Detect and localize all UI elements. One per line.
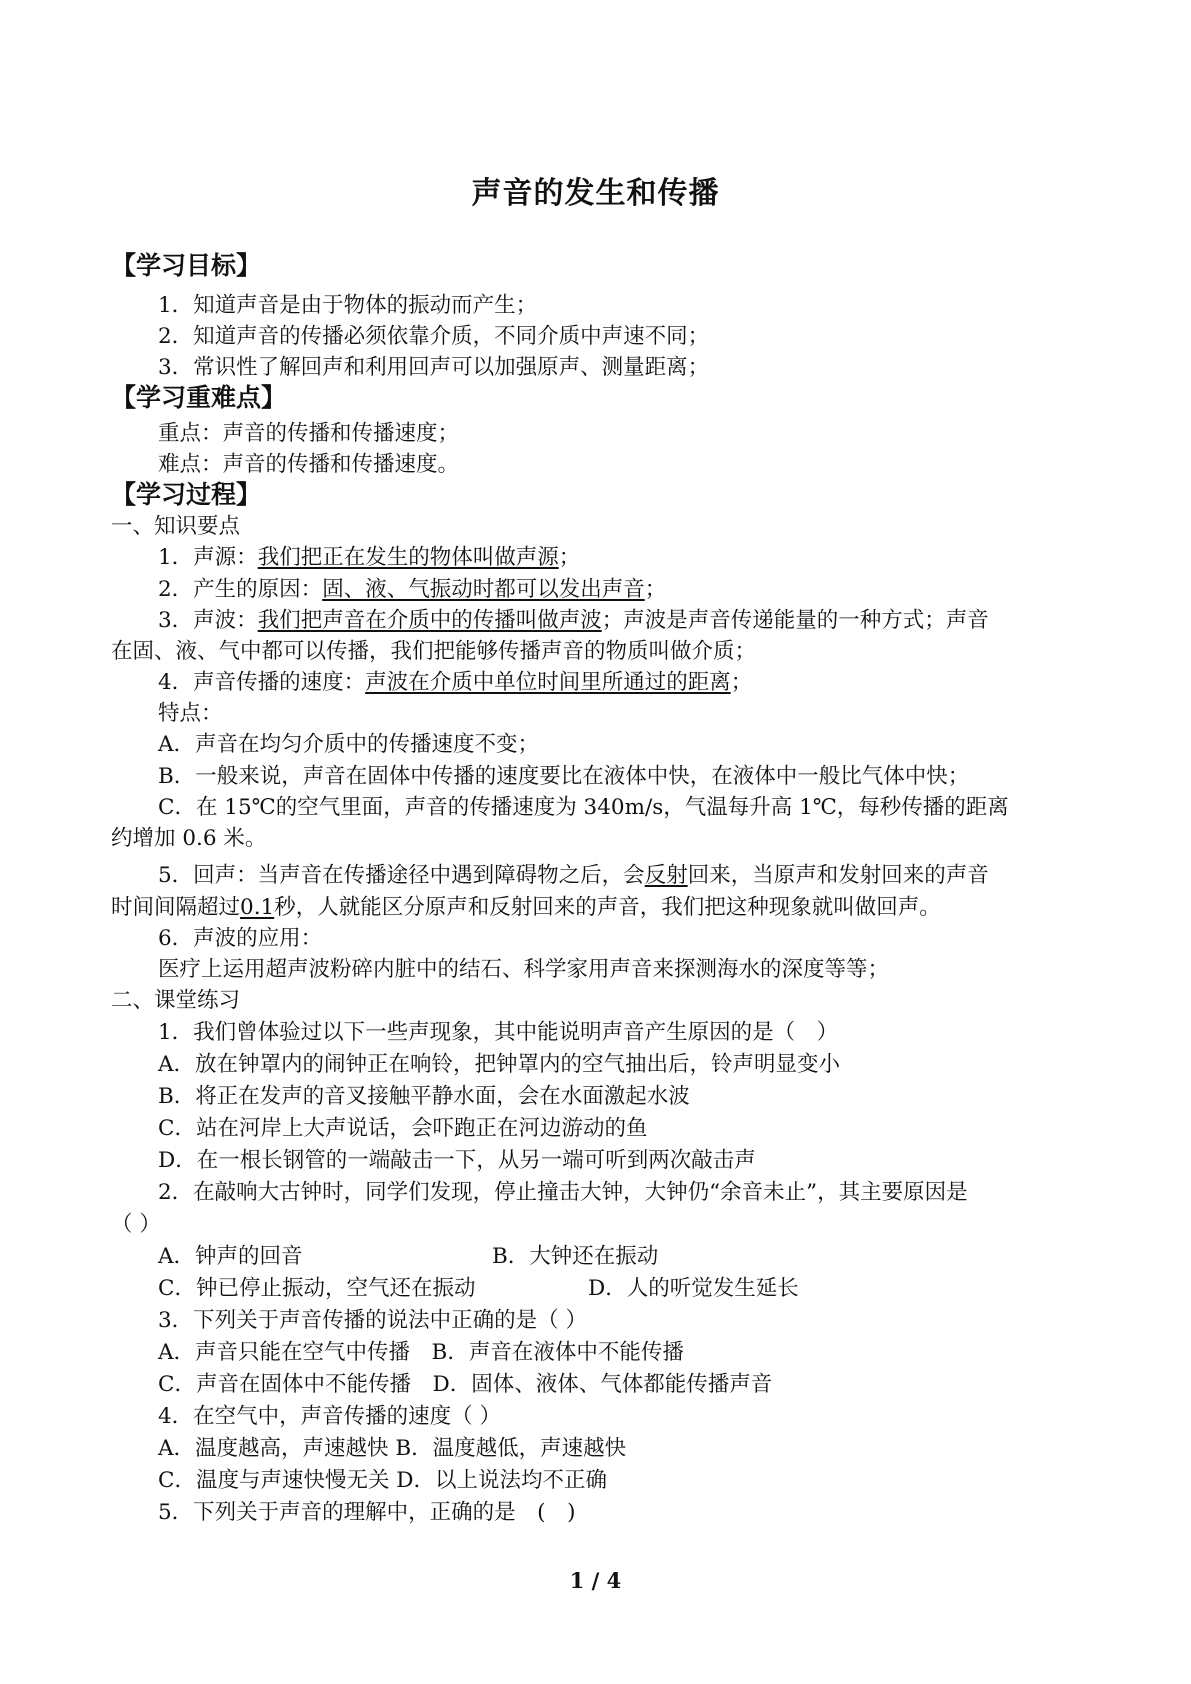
knowledge-item-application-text: 医疗上运用超声波粉碎内脏中的结石、科学家用声音来探测海水的深度等等；	[158, 957, 890, 982]
key-point-item: 重点：声音的传播和传播速度；	[158, 421, 460, 446]
knowledge-item-sound-source: 1．声源：我们把正在发生的物体叫做声源；	[158, 545, 581, 570]
section-heading-process: 【学习过程】	[111, 480, 262, 509]
knowledge-item-sound-wave: 3．声波：我们把声音在介质中的传播叫做声波；声波是声音传递能量的一种方式；声音	[158, 608, 989, 633]
question-option: D．在一根长钢管的一端敲击一下，从另一端可听到两次敲击声	[158, 1148, 756, 1173]
question-2: 2．在敲响大古钟时，同学们发现，停止撞击大钟，大钟仍“余音未止”，其主要原因是	[158, 1180, 968, 1205]
section-heading-key-points: 【学习重难点】	[111, 383, 287, 412]
objective-item: 2．知道声音的传播必须依靠介质，不同介质中声速不同；	[158, 324, 710, 349]
question-option-row: C．温度与声速快慢无关 D．以上说法均不正确	[158, 1468, 608, 1493]
underlined-answer: 固、液、气振动时都可以发出声音	[322, 577, 645, 602]
objective-item: 3．常识性了解回声和利用回声可以加强原声、测量距离；	[158, 355, 710, 380]
question-option: B．将正在发声的音叉接触平静水面，会在水面激起水波	[158, 1084, 690, 1109]
knowledge-item-echo: 5．回声：当声音在传播途径中遇到障碍物之后，会反射回来，当原声和发射回来的声音	[158, 863, 989, 888]
knowledge-item-cause: 2．产生的原因：固、液、气振动时都可以发出声音；	[158, 577, 667, 602]
feature-item: B．一般来说，声音在固体中传播的速度要比在液体中快，在液体中一般比气体中快；	[158, 764, 970, 789]
underlined-answer: 反射	[644, 863, 688, 888]
objective-item: 1．知道声音是由于物体的振动而产生；	[158, 293, 538, 318]
part-heading-exercises: 二、课堂练习	[111, 988, 241, 1013]
question-5: 5．下列关于声音的理解中，正确的是 ( )	[158, 1500, 576, 1525]
section-heading-objectives: 【学习目标】	[111, 251, 262, 280]
features-label: 特点：	[158, 701, 223, 726]
knowledge-item-continuation: 在固、液、气中都可以传播，我们把能够传播声音的物质叫做介质；	[111, 639, 757, 664]
knowledge-item-speed: 4．声音传播的速度：声波在介质中单位时间里所通过的距离；	[158, 670, 753, 695]
question-3: 3．下列关于声音传播的说法中正确的是（ ）	[158, 1308, 588, 1333]
question-option: D．人的听觉发生延长	[588, 1276, 799, 1301]
key-point-item: 难点：声音的传播和传播速度。	[158, 452, 460, 477]
question-option: C．站在河岸上大声说话，会吓跑正在河边游动的鱼	[158, 1116, 648, 1141]
question-option: C．钟已停止振动，空气还在振动	[158, 1276, 476, 1301]
question-option-row: C．声音在固体中不能传播 D．固体、液体、气体都能传播声音	[158, 1372, 773, 1397]
underlined-answer: 我们把正在发生的物体叫做声源	[257, 545, 559, 570]
question-option-row: A．声音只能在空气中传播 B．声音在液体中不能传播	[158, 1340, 684, 1365]
page-title: 声音的发生和传播	[471, 176, 720, 211]
underlined-answer: 声波在介质中单位时间里所通过的距离	[365, 670, 731, 695]
underlined-answer: 我们把声音在介质中的传播叫做声波	[257, 608, 602, 633]
part-heading-knowledge: 一、知识要点	[111, 514, 241, 539]
question-2-blank: （ ）	[111, 1212, 161, 1237]
underlined-answer: 0.1	[240, 895, 275, 920]
question-option: A．放在钟罩内的闹钟正在响铃，把钟罩内的空气抽出后，铃声明显变小	[158, 1052, 841, 1077]
feature-item: C．在 15℃的空气里面，声音的传播速度为 340m/s，气温每升高 1℃，每秒传播的距离	[158, 795, 1009, 820]
question-option: B．大钟还在振动	[492, 1244, 659, 1269]
knowledge-item-echo-continuation: 时间间隔超过0.1秒，人就能区分原声和反射回来的声音，我们把这种现象就叫做回声。	[111, 895, 941, 920]
knowledge-item-application: 6．声波的应用：	[158, 926, 323, 951]
page-number: 1 / 4	[569, 1568, 622, 1593]
feature-item: A．声音在均匀介质中的传播速度不变；	[158, 732, 540, 757]
question-1: 1．我们曾体验过以下一些声现象，其中能说明声音产生原因的是（ ）	[158, 1020, 839, 1045]
question-4: 4．在空气中，声音传播的速度（ ）	[158, 1404, 502, 1429]
feature-item-continuation: 约增加 0.6 米。	[111, 826, 267, 851]
question-option-row: A．温度越高，声速越快 B．温度越低，声速越快	[158, 1436, 627, 1461]
question-option: A．钟声的回音	[158, 1244, 303, 1269]
